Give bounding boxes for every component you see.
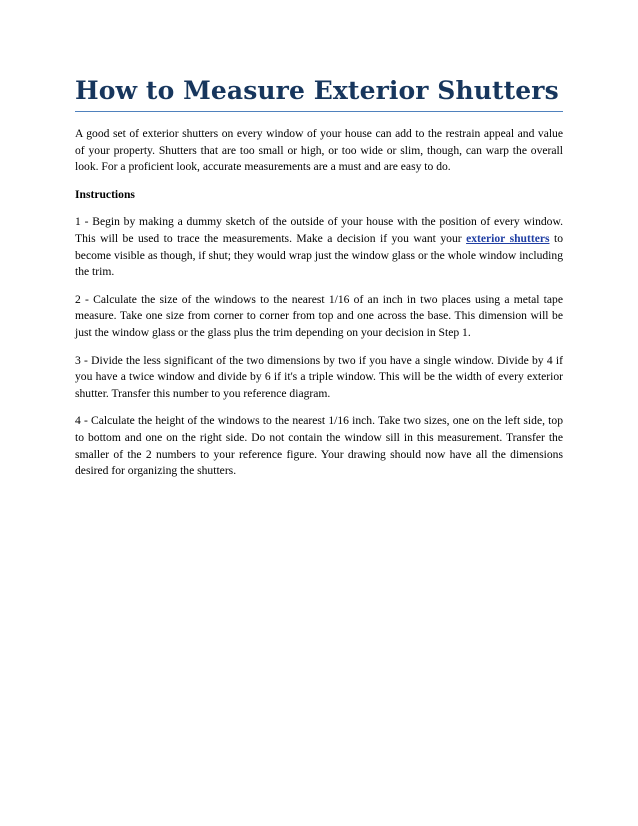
exterior-shutters-link[interactable]: exterior shutters [466,231,550,245]
step-1-text-before: 1 - Begin by making a dummy sketch of the outside of your house with the position of every window. This will be used to trace the measurements. Make a decision if you want your [75,215,563,245]
step-2-paragraph: 2 - Calculate the size of the windows to the nearest 1/16 of an inch in two places using a metal tape measure. Take one size from corner to corner from top and one across the base. This dimension will be just the window glass or the glass plus the trim depending on your decision in Step 1. [75,292,563,339]
step-1-paragraph [75,214,563,280]
instructions-heading: Instructions [75,187,135,201]
document-title: How to Measure Exterior Shutters [75,74,563,112]
step-4-paragraph: 4 - Calculate the height of the windows to the nearest 1/16 inch. Take two sizes, one on the left side, top to bottom and one on the right side. Do not contain the window sill in this measurement. Transfer the smaller of the 2 numbers to your reference figure. Your drawing should now have all the dimensions desired for organizing the shutters. [75,414,563,478]
step-1-text-after: to become visible as though, if shut; they would wrap just the window glass or the whole window including the trim. [75,231,563,279]
intro-paragraph: A good set of exterior shutters on every window of your house can add to the restrain appeal and value of your property. Shutters that are too small or high, or too wide or slim, though, can warp the overall look. For a proficient look, accurate measurements are a must and are easy to do. [75,127,563,174]
document-page [75,74,563,480]
step-3-paragraph: 3 - Divide the less significant of the two dimensions by two if you have a single window. Divide by 4 if you have a twice window and divide by 6 if it's a triple window. This will be the width of every exterior shutter. Transfer this number to you reference diagram. [75,353,563,400]
